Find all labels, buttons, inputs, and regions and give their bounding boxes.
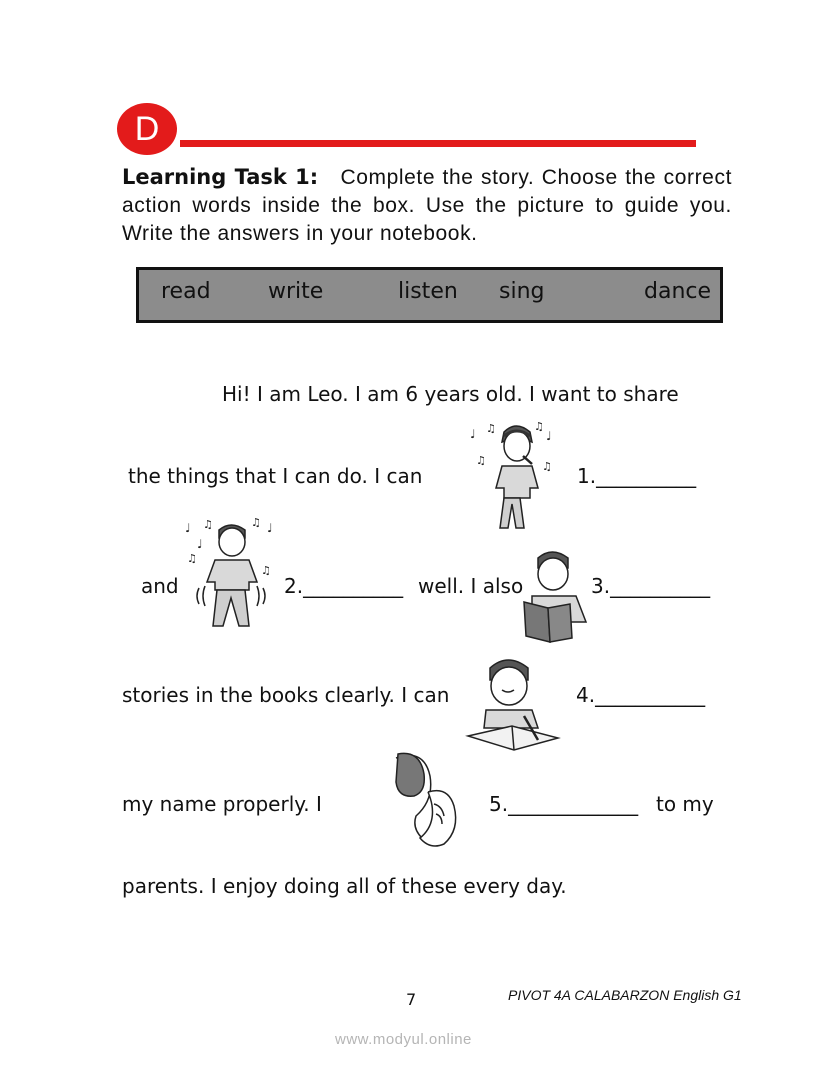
story-line-3a: and [141,574,179,598]
answer-blank-4: 4.___________ [576,683,706,707]
word-read: read [161,279,211,304]
svg-text:♫: ♫ [261,564,271,577]
story-line-4: stories in the books clearly. I can [122,683,450,707]
answer-blank-5: 5._____________ [489,792,639,816]
word-write: write [268,279,324,304]
story-line-5b: to my [656,792,714,816]
svg-text:♫: ♫ [534,420,544,433]
svg-text:♫: ♫ [542,460,552,473]
ear-listening-icon [388,752,464,848]
task-text: Complete the story. Choose the correct action words inside the box. Use the picture to guide you. Write the answers in your notebook. [122,166,732,245]
task-label: Learning Task 1: [122,165,319,189]
svg-text:♫: ♫ [187,552,197,565]
story-line-2: the things that I can do. I can [128,464,423,488]
answer-blank-2: 2.__________ [284,574,404,598]
word-listen: listen [398,279,458,304]
boy-reading-icon [518,550,592,644]
word-sing: sing [499,279,545,304]
story-line-1: Hi! I am Leo. I am 6 years old. I want to share [222,382,679,406]
svg-text:♩: ♩ [267,521,273,535]
boy-writing-icon [464,656,562,754]
svg-text:♩: ♩ [470,427,476,441]
page-number: 7 [406,990,417,1009]
source-label: PIVOT 4A CALABARZON English G1 [508,987,742,1003]
svg-text:♫: ♫ [203,518,213,531]
word-dance: dance [644,279,712,304]
svg-text:♩: ♩ [197,537,203,551]
story-line-5a: my name properly. I [122,792,322,816]
boy-dancing-icon [183,518,281,634]
svg-text:♫: ♫ [476,454,486,467]
answer-blank-1: 1.__________ [577,464,697,488]
svg-text:♫: ♫ [251,516,261,529]
word-box [136,267,723,323]
section-divider [180,140,696,147]
boy-singing-icon [468,418,560,534]
svg-text:♩: ♩ [546,429,552,443]
answer-blank-3: 3.__________ [591,574,711,598]
story-line-3b: well. I also [418,574,524,598]
task-instructions [122,163,732,248]
svg-text:♩: ♩ [185,521,191,535]
watermark-text: www.modyul.online [335,1031,472,1048]
svg-text:♫: ♫ [486,422,496,435]
story-line-6: parents. I enjoy doing all of these every day. [122,874,567,898]
section-badge: D [117,103,177,155]
